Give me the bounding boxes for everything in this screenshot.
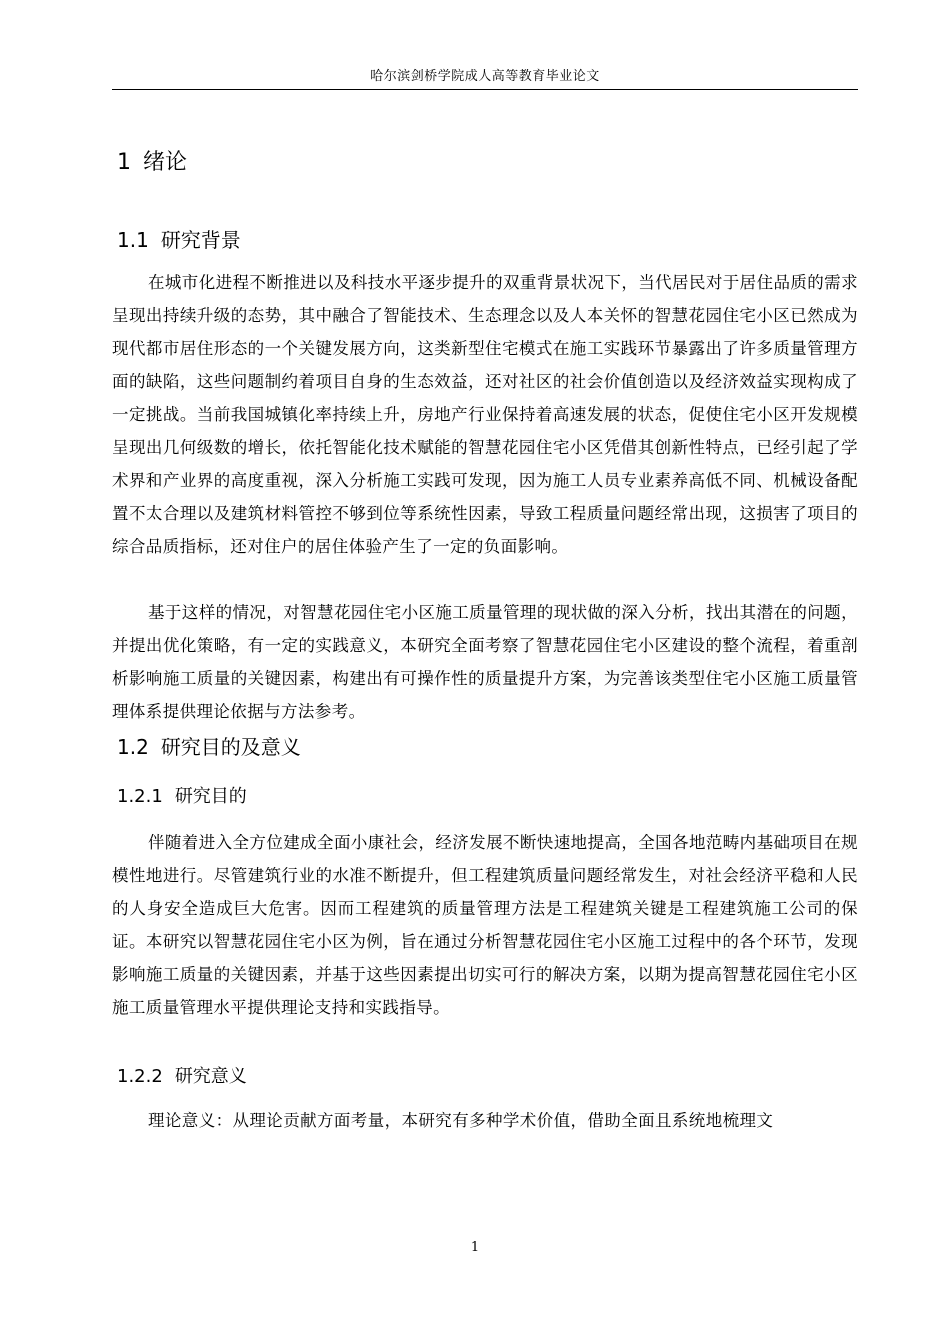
running-header: 哈尔滨剑桥学院成人高等教育毕业论文 — [370, 69, 600, 84]
body-paragraph: 在城市化进程不断推进以及科技水平逐步提升的双重背景状况下，当代居民对于居住品质的需求呈现出持续升级的态势，其中融合了智能技术、生态理念以及人本关怀的智慧花园住宅小区已然成为现代都市居住形态的一个关键发展方向，这类新型住宅模式在施工实践环节暴露出了许多质量管理方面的缺陷，这些问题制约着项目自身的生态效益，还对社区的社会价值创造以及经济效益实现构成了一定挑战。当前我国城镇化率持续上升，房地产行业保持着高速发展的状态，促使住宅小区开发规模呈现出几何级数的增长，依托智能化技术赋能的智慧花园住宅小区凭借其创新性特点，已经引起了学术界和产业界的高度重视，深入分析施工实践可发现，因为施工人员专业素养高低不同、机械设备配置不太合理以及建筑材料管控不够到位等系统性因素，导致工程质量问题经常出现，这损害了项目的综合品质指标，还对住户的居住体验产生了一定的负面影响。 — [112, 273, 858, 556]
section-number: 1.2 — [117, 735, 149, 759]
chapter-heading — [117, 148, 187, 178]
section-title: 研究目的及意义 — [160, 735, 301, 759]
chapter-title: 绪论 — [143, 150, 188, 175]
subsection-title: 研究意义 — [174, 1066, 247, 1087]
subsection-number: 1.2.1 — [117, 786, 163, 807]
body-paragraph: 理论意义：从理论贡献方面考量，本研究有多种学术价值，借助全面且系统地梳理文 — [148, 1111, 774, 1130]
section-heading-1-2 — [117, 733, 301, 761]
subsection-title: 研究目的 — [174, 786, 247, 807]
page-number: 1 — [470, 1240, 480, 1255]
subsection-number: 1.2.2 — [117, 1066, 163, 1087]
section-title: 研究背景 — [160, 228, 241, 252]
section-number: 1.1 — [117, 228, 149, 252]
chapter-number: 1 — [117, 150, 131, 175]
section-heading-1-1 — [117, 226, 241, 254]
body-paragraph: 伴随着进入全方位建成全面小康社会，经济发展不断快速地提高，全国各地范畴内基础项目在规模性地进行。尽管建筑行业的水准不断提升，但工程建筑质量问题经常发生，对社会经济平稳和人民的人身安全造成巨大危害。因而工程建筑的质量管理方法是工程建筑关键是工程建筑施工公司的保证。本研究以智慧花园住宅小区为例，旨在通过分析智慧花园住宅小区施工过程中的各个环节，发现影响施工质量的关键因素，并基于这些因素提出切实可行的解决方案，以期为提高智慧花园住宅小区施工质量管理水平提供理论支持和实践指导。 — [112, 833, 858, 1017]
subsection-heading-1-2-1 — [117, 784, 247, 810]
subsection-heading-1-2-2 — [117, 1064, 247, 1090]
header-divider — [112, 89, 858, 90]
body-paragraph: 基于这样的情况，对智慧花园住宅小区施工质量管理的现状做的深入分析，找出其潜在的问题，并提出优化策略，有一定的实践意义，本研究全面考察了智慧花园住宅小区建设的整个流程，着重剖析影响施工质量的关键因素，构建出有可操作性的质量提升方案，为完善该类型住宅小区施工质量管理体系提供理论依据与方法参考。 — [112, 603, 858, 721]
